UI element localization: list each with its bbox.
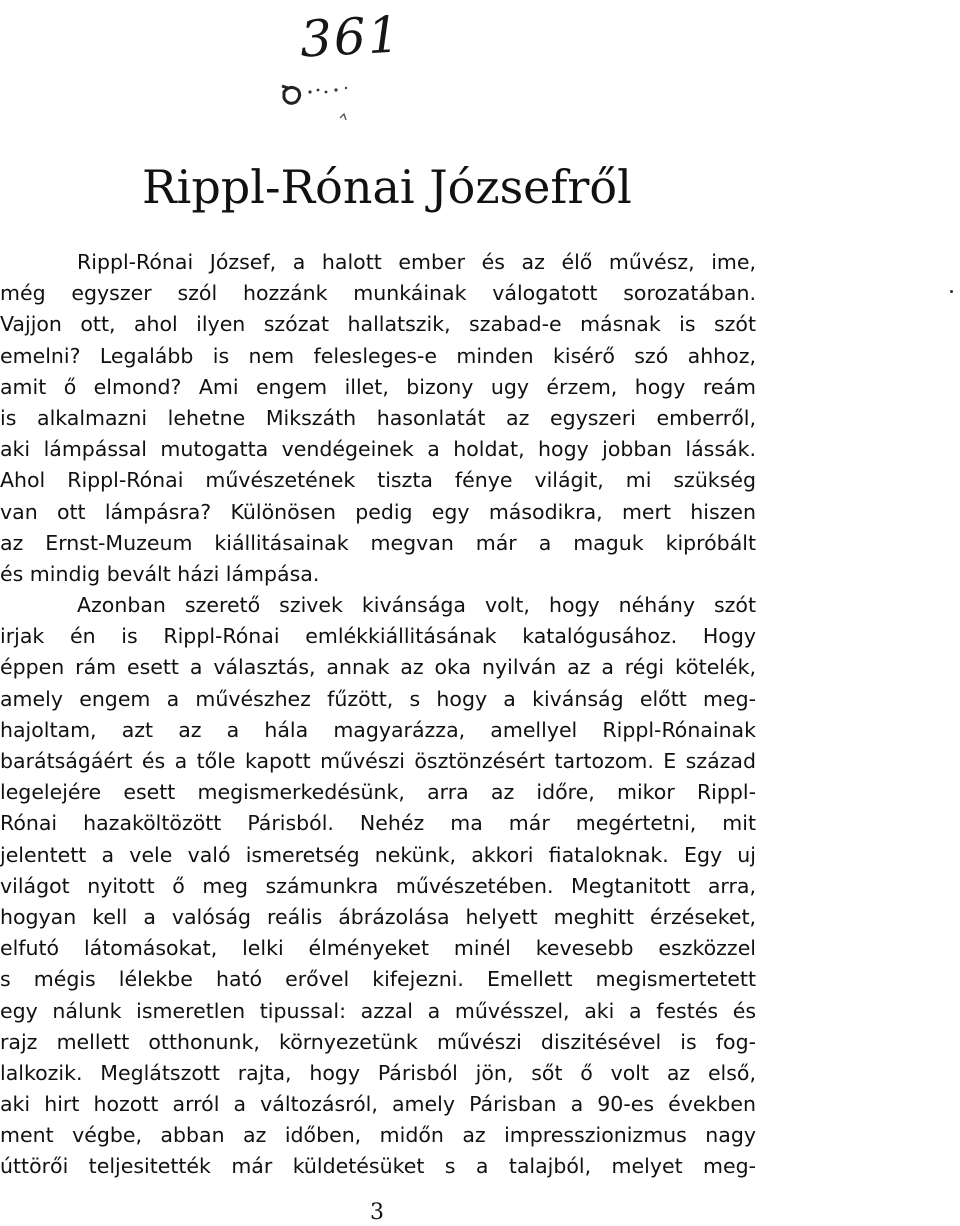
- text-line: hajoltam, azt az a hála magyarázza, amellyel Rippl-Rónainak: [0, 717, 756, 742]
- text-line: és mindig bevált házi lámpása.: [0, 561, 320, 586]
- text-line: s mégis lélekbe ható erővel kifejezni. Emellett megismertetett: [0, 967, 756, 992]
- scan-speck: [950, 290, 953, 293]
- text-line: amely engem a művészhez fűzött, s hogy a kivánság előtt meg-: [0, 686, 756, 711]
- text-line: amit ő elmond? Ami engem illet, bizony ugy érzem, hogy reám: [0, 374, 756, 399]
- text-line: is alkalmazni lehetne Mikszáth hasonlatát az egyszeri emberről,: [0, 405, 756, 430]
- text-line: legelejére esett megismerkedésünk, arra az időre, mikor Rippl-: [0, 780, 756, 805]
- handwritten-catalog-number: 361: [298, 5, 403, 69]
- text-line: Rippl-Rónai József, a halott ember és az élő művész, ime,: [77, 250, 756, 274]
- text-line: hogyan kell a valóság reális ábrázolása helyett meghitt érzéseket,: [0, 904, 756, 929]
- page-title: Rippl-Rónai Józsefről: [142, 160, 632, 214]
- text-line: irjak én is Rippl-Rónai emlékkiállitásának katalógusához. Hogy: [0, 624, 756, 649]
- text-line: elfutó látomásokat, lelki élményeket minél kevesebb eszközzel: [0, 936, 756, 961]
- text-line: barátságáért és a tőle kapott művészi ösztönzésért tartozom. E század: [0, 749, 756, 773]
- text-line: van ott lámpásra? Különösen pedig egy másodikra, mert hiszen: [0, 499, 756, 524]
- text-line: aki lámpással mutogatta vendégeinek a holdat, hogy jobban lássák.: [0, 437, 756, 462]
- page-number: 3: [370, 1200, 384, 1225]
- paragraph: [0, 247, 756, 590]
- text-line: emelni? Legalább is nem felesleges-e minden kisérő szó ahhoz,: [0, 343, 756, 368]
- text-line: éppen rám esett a választás, annak az oka nyilván az a régi kötelék,: [0, 655, 756, 680]
- text-line: Ahol Rippl-Rónai művészetének tiszta fénye világit, mi szükség: [0, 468, 756, 493]
- text-line: Vajjon ott, ahol ilyen szózat hallatszik, szabad-e másnak is szót: [0, 312, 756, 337]
- text-line: egy nálunk ismeretlen tipussal: azzal a művésszel, aki a festés és: [0, 998, 756, 1023]
- text-line: még egyszer szól hozzánk munkáinak válogatott sorozatában.: [0, 281, 756, 306]
- text-line: világot nyitott ő meg számunkra művészetében. Megtanitott arra,: [0, 873, 756, 898]
- text-line: Azonban szerető szivek kivánsága volt, hogy néhány szót: [77, 593, 756, 618]
- text-line: ment végbe, abban az időben, midőn az impresszionizmus nagy: [0, 1123, 756, 1148]
- text-line: úttörői teljesitették már küldetésüket s a talajból, melyet meg-: [0, 1154, 756, 1179]
- text-line: az Ernst-Muzeum kiállitásainak megvan már a maguk kipróbált: [0, 530, 756, 555]
- body-text: [0, 247, 756, 1183]
- paragraph: [0, 590, 756, 1183]
- text-line: jelentett a vele való ismeretség nekünk, akkori fiataloknak. Egy uj: [0, 842, 756, 867]
- text-line: lalkozik. Meglátszott rajta, hogy Párisból jön, sőt ő volt az első,: [0, 1060, 756, 1085]
- text-line: Rónai hazaköltözött Párisból. Nehéz ma már megértetni, mit: [0, 811, 756, 836]
- text-line: aki hirt hozott arról a változásról, amely Párisban a 90-es években: [0, 1092, 756, 1117]
- faded-stamp-mark: [274, 78, 384, 138]
- text-line: rajz mellett otthonunk, környezetünk művészi diszitésével is fog-: [0, 1029, 756, 1054]
